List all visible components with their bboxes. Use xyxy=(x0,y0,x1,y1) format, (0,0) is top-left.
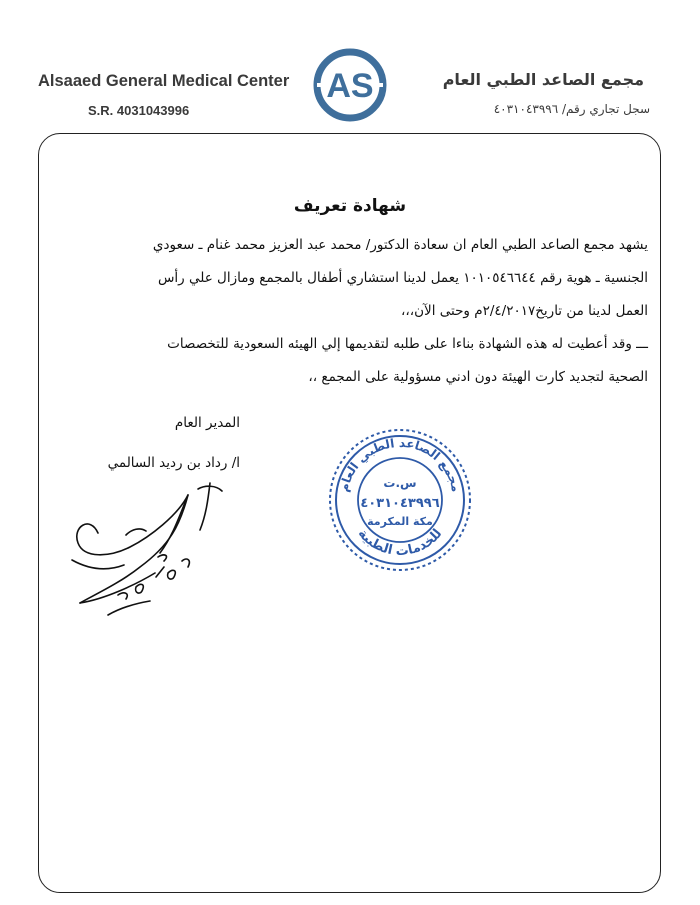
handwritten-signature xyxy=(60,475,240,625)
stamp-cr-label: س.ت xyxy=(383,476,417,490)
company-name-arabic: مجمع الصاعد الطبي العام xyxy=(442,70,644,89)
stamp-ring-top: مجمع الصاعد الطبي العام xyxy=(336,435,464,494)
commercial-register-arabic: سجل تجاري رقم/ ٤٠٣١٠٤٣٩٩٦ xyxy=(493,102,650,116)
signatory-name: ا/ رداد بن رديد السالمي xyxy=(107,455,240,471)
document-title: شهادة تعريف xyxy=(293,196,407,216)
stamp-cr-number: ٤٠٣١٠٤٣٩٩٦ xyxy=(360,496,440,511)
official-stamp xyxy=(325,425,475,575)
registration-number-english: S.R. 4031043996 xyxy=(88,103,190,118)
body-line-4: ـــ وقد أعطيت له هذه الشهادة بناءا على طلبه لتقديمها إلي الهيئه السعودية للتخصصات xyxy=(167,336,648,352)
signatory-role: المدير العام xyxy=(174,415,240,431)
body-line-2: الجنسية ـ هوية رقم ١٠١٠٥٤٦٦٤٤ يعمل لدينا استشاري أطفال بالمجمع ومازال علي رأس xyxy=(157,270,648,286)
company-name-english: Alsaaed General Medical Center xyxy=(38,72,290,90)
company-logo xyxy=(312,47,388,123)
body-line-1: يشهد مجمع الصاعد الطبي العام ان سعادة الدكتور/ محمد عبد العزيز محمد غنام ـ سعودي xyxy=(152,237,648,253)
logo-letters: AS xyxy=(326,67,374,105)
stamp-ring-bottom: للخدمات الطبية xyxy=(354,526,446,560)
body-line-3: العمل لدينا من تاريخ٢/٤/٢٠١٧م وحتى الآن،،، xyxy=(401,303,648,319)
body-line-5: الصحية لتجديد كارت الهيئة دون ادني مسؤولية على المجمع ،، xyxy=(308,369,648,385)
stamp-city: مكة المكرمة xyxy=(367,515,433,528)
